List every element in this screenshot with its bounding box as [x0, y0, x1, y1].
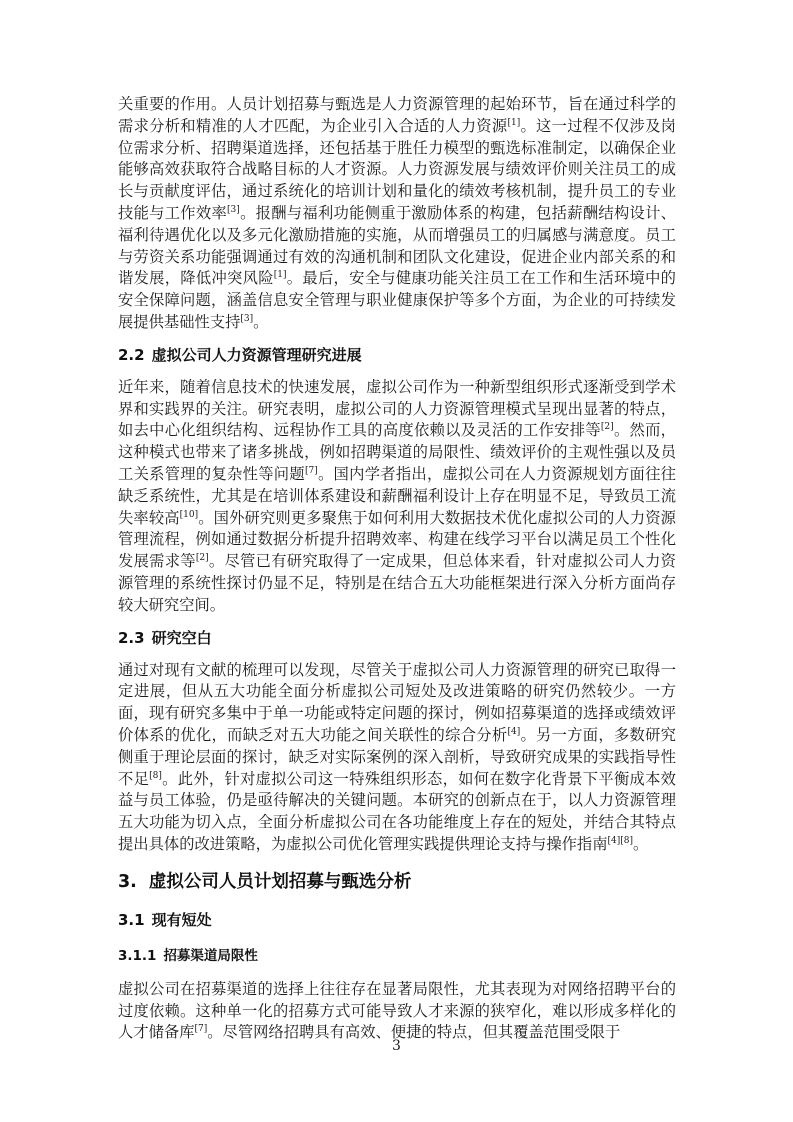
- heading-2-3-title: 研究空白: [151, 628, 212, 647]
- paragraph-intro-continuation: 关重要的作用。人员计划招募与甄选是人力资源管理的起始环节，旨在通过科学的需求分析和精准的人才匹配，为企业引入合适的人力资源[1]。这一过程不仅涉及岗位需求分析、招聘渠道选择，还包括基于胜任力模型的甄选标准制定，以确保企业能够高效获取符合战略目标的人才资源。人力资源发展与绩效评价则关注员工的成长与贡献度评估，通过系统化的培训计划和量化的绩效考核机制，提升员工的专业技能与工作效率[3]。报酬与福利功能侧重于激励体系的构建，包括薪酬结构设计、福利待遇优化以及多元化激励措施的实施，从而增强员工的归属感与满意度。员工与劳资关系功能强调通过有效的沟通机制和团队文化建设，促进企业内部关系的和谐发展，降低冲突风险[1]。最后，安全与健康功能关注员工在工作和生活环境中的安全保障问题，涵盖信息安全管理与职业健康保护等多个方面，为企业的可持续发展提供基础性支持[3]。: [118, 95, 676, 331]
- heading-2-3-number: 2.3: [118, 628, 145, 647]
- paragraph-channel-limitation: 虚拟公司在招募渠道的选择上往往存在显著局限性，尤其表现为对网络招聘平台的过度依赖。这种单一化的招募方式可能导致人才来源的狭窄化，难以形成多样化的人才储备库[7]。尽管网络招聘具有高效、便捷的特点，但其覆盖范围受限于: [118, 979, 676, 1042]
- page-number: 3: [392, 1038, 401, 1054]
- citation-reference: [1]: [273, 270, 287, 281]
- heading-3-1-number: 3.1: [118, 910, 145, 929]
- citation-reference: [10]: [179, 509, 199, 520]
- heading-2-3: [118, 627, 676, 648]
- paragraph-research-progress: 近年来，随着信息技术的快速发展，虚拟公司作为一种新型组织形式逐渐受到学术界和实践界的关注。研究表明，虚拟公司的人力资源管理模式呈现出显著的特点，如去中心化组织结构、远程协作工具的高度依赖以及灵活的工作安排等[2]。然而，这种模式也带来了诸多挑战，例如招聘渠道的局限性、绩效评价的主观性强以及员工关系管理的复杂性等问题[7]。国内学者指出，虚拟公司在人力资源规划方面往往缺乏系统性，尤其是在培训体系建设和薪酬福利设计上存在明显不足，导致员工流失率较高[10]。国外研究则更多聚焦于如何利用大数据技术优化虚拟公司的人力资源管理流程，例如通过数据分析提升招聘效率、构建在线学习平台以满足员工个性化发展需求等[2]。尽管已有研究取得了一定成果，但总体来看，针对虚拟公司人力资源管理的系统性探讨仍显不足，特别是在结合五大功能框架进行深入分析方面尚存较大研究空间。: [118, 377, 676, 614]
- citation-reference: [8]: [149, 770, 162, 781]
- heading-3-1-title: 现有短处: [151, 910, 212, 929]
- citation-reference: [8]: [620, 835, 634, 846]
- citation-reference: [4]: [607, 835, 621, 846]
- citation-reference: [7]: [194, 1024, 208, 1035]
- citation-reference: [7]: [304, 465, 318, 476]
- citation-reference: [2]: [195, 553, 209, 564]
- heading-3-title: 虚拟公司人员计划招募与甄选分析: [148, 871, 412, 892]
- paragraph-research-gap: 通过对现有文献的梳理可以发现，尽管关于虚拟公司人力资源管理的研究已取得一定进展，但从五大功能全面分析虚拟公司短处及改进策略的研究仍然较少。一方面，现有研究多集中于单一功能或特定问题的探讨，例如招募渠道的选择或绩效评价体系的优化，而缺乏对五大功能之间关联性的综合分析[4]。另一方面，多数研究侧重于理论层面的探讨，缺乏对实际案例的深入剖析，导致研究成果的实践指导性不足[8]。此外，针对虚拟公司这一特殊组织形态，如何在数字化背景下平衡成本效益与员工体验，仍是亟待解决的关键问题。本研究的创新点在于，以人力资源管理五大功能为切入点，全面分析虚拟公司在各功能维度上存在的短处，并结合其特点提出具体的改进策略，为虚拟公司优化管理实践提供理论支持与操作指南[4][8]。: [118, 660, 676, 853]
- citation-reference: [4]: [507, 726, 521, 737]
- heading-3-1-1-number: 3.1.1: [118, 947, 157, 964]
- citation-reference: [1]: [507, 117, 521, 128]
- heading-3-1-1-title: 招募渠道局限性: [163, 947, 258, 964]
- citation-reference: [3]: [240, 313, 254, 324]
- page-content: [118, 0, 676, 1044]
- heading-3-number: 3.: [118, 871, 137, 892]
- citation-reference: [2]: [600, 422, 614, 433]
- heading-3-1: [118, 909, 676, 930]
- heading-2-2: [118, 344, 676, 365]
- heading-2-2-title: 虚拟公司人力资源管理研究进展: [151, 345, 362, 364]
- citation-reference: [3]: [227, 204, 240, 215]
- heading-2-2-number: 2.2: [118, 345, 145, 364]
- heading-3-1-1: [118, 944, 676, 964]
- heading-3: [118, 868, 676, 893]
